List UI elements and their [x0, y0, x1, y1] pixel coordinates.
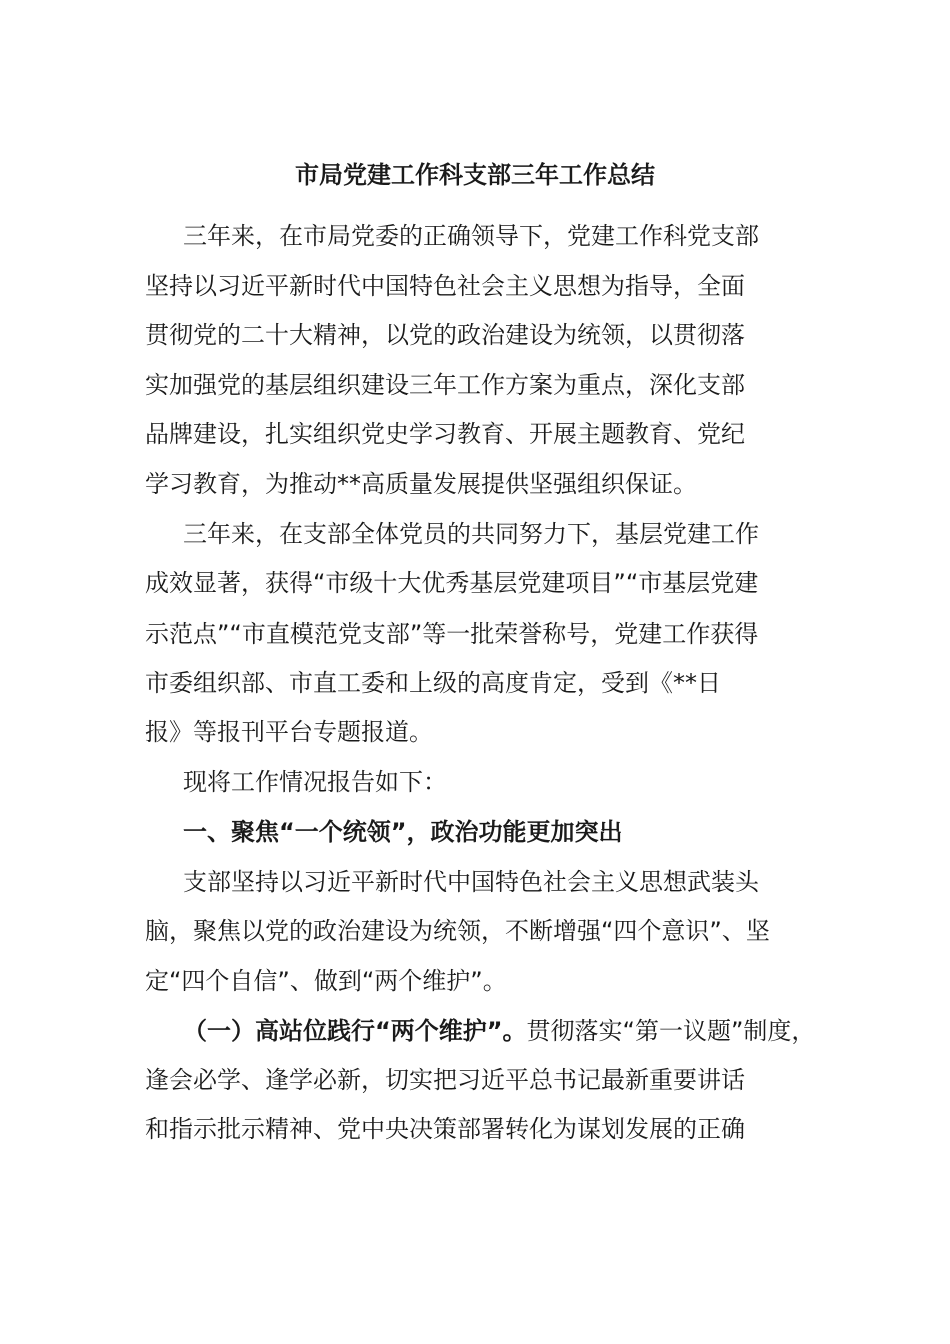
paragraph-line: 逢会必学、逢学必新，切实把习近平总书记最新重要讲话 [145, 1066, 745, 1094]
paragraph-line: 品牌建设，扎实组织党史学习教育、开展主题教育、党纪 [145, 420, 745, 448]
subsection-line [183, 1011, 815, 1051]
paragraph-line: 报》等报刊平台专题报道。 [145, 718, 433, 746]
subsection-text: 贯彻落实“第一议题”制度， [526, 1017, 816, 1045]
paragraph-line: 三年来，在市局党委的正确领导下，党建工作科党支部 [183, 222, 759, 250]
paragraph-line: 定“四个自信”、做到“两个维护”。 [145, 967, 507, 995]
paragraph-line: 和指示批示精神、党中央决策部署转化为谋划发展的正确 [145, 1115, 745, 1143]
paragraph-line: 贯彻党的二十大精神，以党的政治建设为统领，以贯彻落 [145, 321, 745, 349]
paragraph-line: 支部坚持以习近平新时代中国特色社会主义思想武装头 [183, 868, 759, 896]
document-title: 市局党建工作科支部三年工作总结 [295, 161, 655, 189]
section-heading: 一、聚焦“一个统领”，政治功能更加突出 [183, 818, 623, 846]
paragraph-line: 示范点”“市直模范党支部”等一批荣誉称号，党建工作获得 [145, 620, 759, 648]
paragraph-line: 成效显著，获得“市级十大优秀基层党建项目”“市基层党建 [145, 569, 759, 597]
paragraph-line: 三年来，在支部全体党员的共同努力下，基层党建工作 [183, 520, 759, 548]
paragraph-line: 实加强党的基层组织建设三年工作方案为重点，深化支部 [145, 371, 745, 399]
paragraph-line: 坚持以习近平新时代中国特色社会主义思想为指导，全面 [145, 272, 745, 300]
paragraph-line: 市委组织部、市直工委和上级的高度肯定，受到《**日 [145, 669, 721, 697]
subsection-heading: （一）高站位践行“两个维护”。 [183, 1017, 527, 1045]
paragraph-line: 现将工作情况报告如下： [183, 768, 447, 796]
paragraph-line: 脑，聚焦以党的政治建设为统领，不断增强“四个意识”、坚 [145, 917, 770, 945]
paragraph-line: 学习教育，为推动**高质量发展提供坚强组织保证。 [145, 470, 697, 498]
